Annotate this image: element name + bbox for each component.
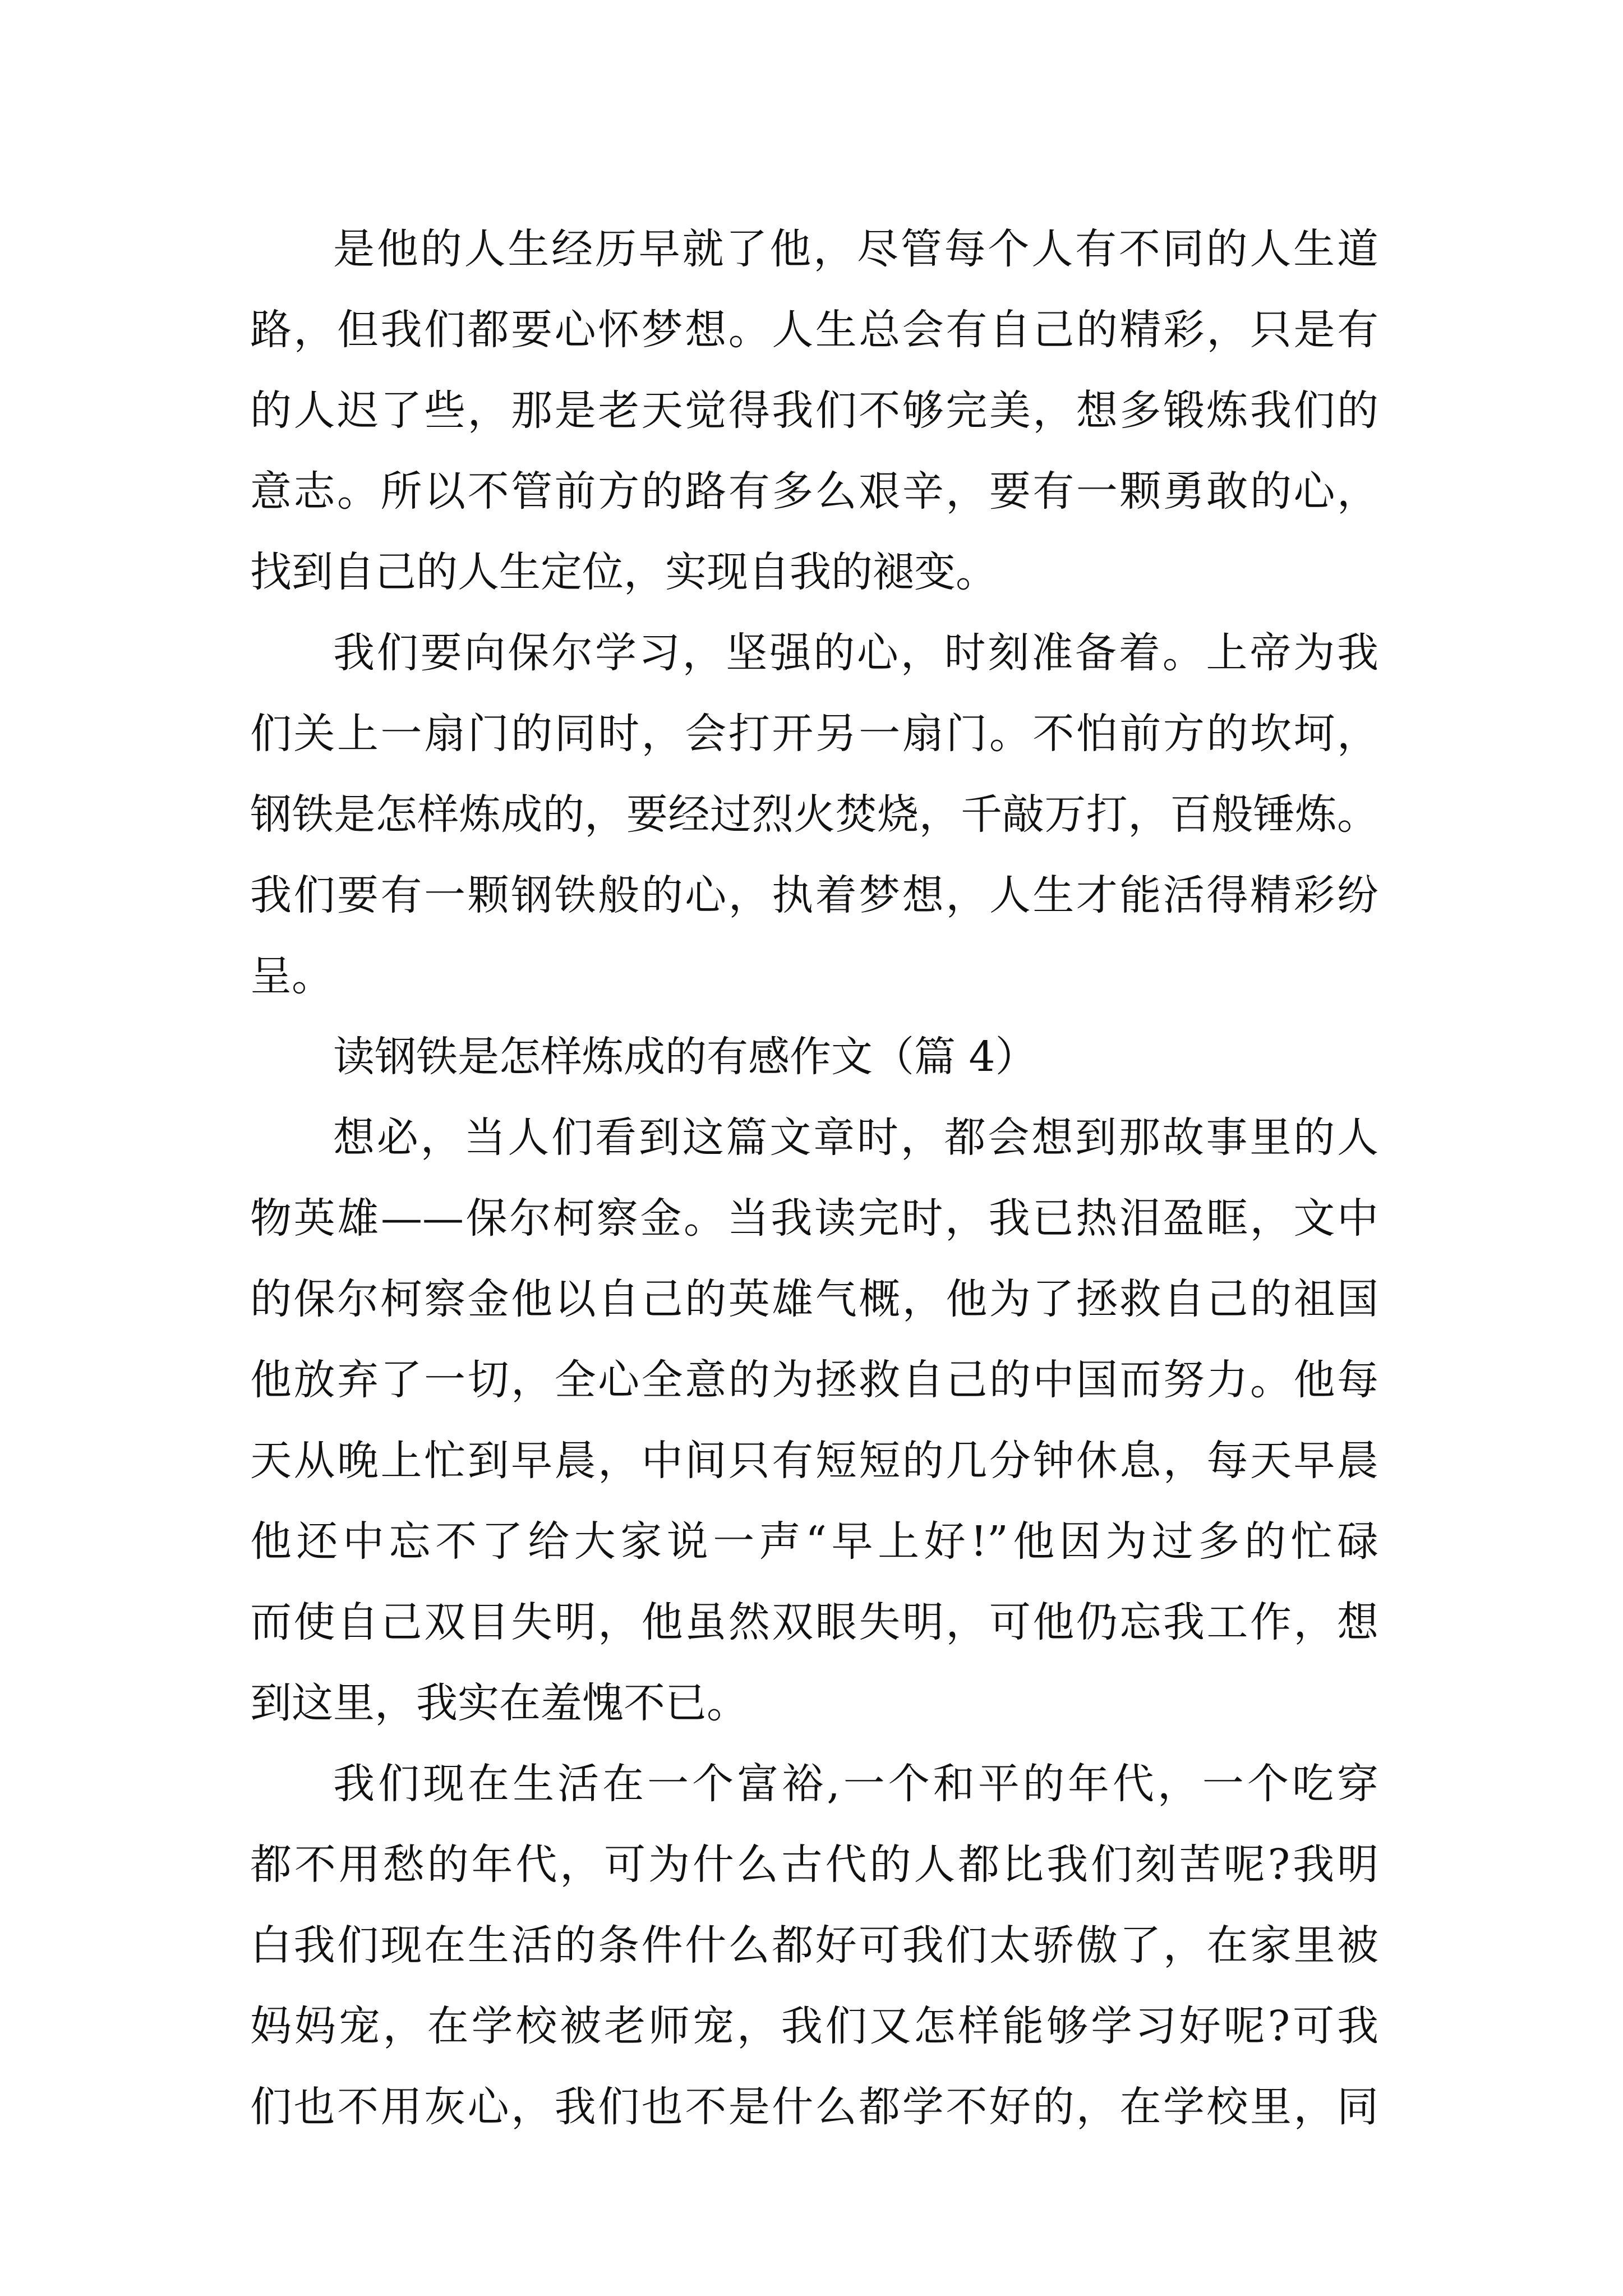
text-line: 我们要向保尔学习，坚强的心，时刻准备着。上帝为我 — [333, 629, 1378, 677]
text-line: 天从晚上忙到早晨，中间只有短短的几分钟休息，每天早晨 — [250, 1437, 1378, 1485]
text-line: 物英雄——保尔柯察金。当我读完时，我已热泪盈眶，文中 — [250, 1194, 1378, 1243]
text-line: 意志。所以不管前方的路有多么艰辛，要有一颗勇敢的心， — [250, 467, 1378, 516]
text-line: 白我们现在生活的条件什么都好可我们太骄傲了，在家里被 — [250, 1921, 1378, 1970]
text-line: 到这里，我实在羞愧不已。 — [250, 1679, 748, 1727]
text-line: 的保尔柯察金他以自己的英雄气概，他为了拯救自己的祖国 — [250, 1275, 1378, 1323]
section-heading: 读钢铁是怎样炼成的有感作文（篇 4） — [333, 1033, 1037, 1081]
text-line: 想必，当人们看到这篇文章时，都会想到那故事里的人 — [333, 1114, 1378, 1162]
text-line: 的人迟了些，那是老天觉得我们不够完美，想多锻炼我们的 — [250, 386, 1378, 435]
text-line: 找到自己的人生定位，实现自我的褪变。 — [250, 548, 997, 596]
text-line: 呈。 — [250, 952, 333, 1000]
text-line: 而使自己双目失明，他虽然双眼失明，可他仍忘我工作，想 — [250, 1598, 1378, 1646]
text-line: 都不用愁的年代，可为什么古代的人都比我们刻苦呢?我明 — [250, 1841, 1378, 1889]
text-line: 我们现在生活在一个富裕,一个和平的年代，一个吃穿 — [333, 1760, 1378, 1808]
text-line: 他还中忘不了给大家说一声“早上好!”他因为过多的忙碌 — [250, 1517, 1378, 1566]
text-line: 们关上一扇门的同时，会打开另一扇门。不怕前方的坎坷， — [250, 710, 1378, 758]
text-line: 路，但我们都要心怀梦想。人生总会有自己的精彩，只是有 — [250, 306, 1378, 354]
text-line: 们也不用灰心，我们也不是什么都学不好的，在学校里，同 — [250, 2083, 1378, 2131]
text-line: 他放弃了一切，全心全意的为拯救自己的中国而努力。他每 — [250, 1356, 1378, 1404]
text-line: 钢铁是怎样炼成的，要经过烈火焚烧，千敲万打，百般锤炼。 — [250, 790, 1378, 839]
text-line: 我们要有一颗钢铁般的心，执着梦想，人生才能活得精彩纷 — [250, 871, 1378, 919]
document-body — [250, 209, 1378, 2147]
text-line: 妈妈宠，在学校被老师宠，我们又怎样能够学习好呢?可我 — [250, 2002, 1378, 2050]
text-line: 是他的人生经历早就了他，尽管每个人有不同的人生道 — [333, 225, 1378, 273]
